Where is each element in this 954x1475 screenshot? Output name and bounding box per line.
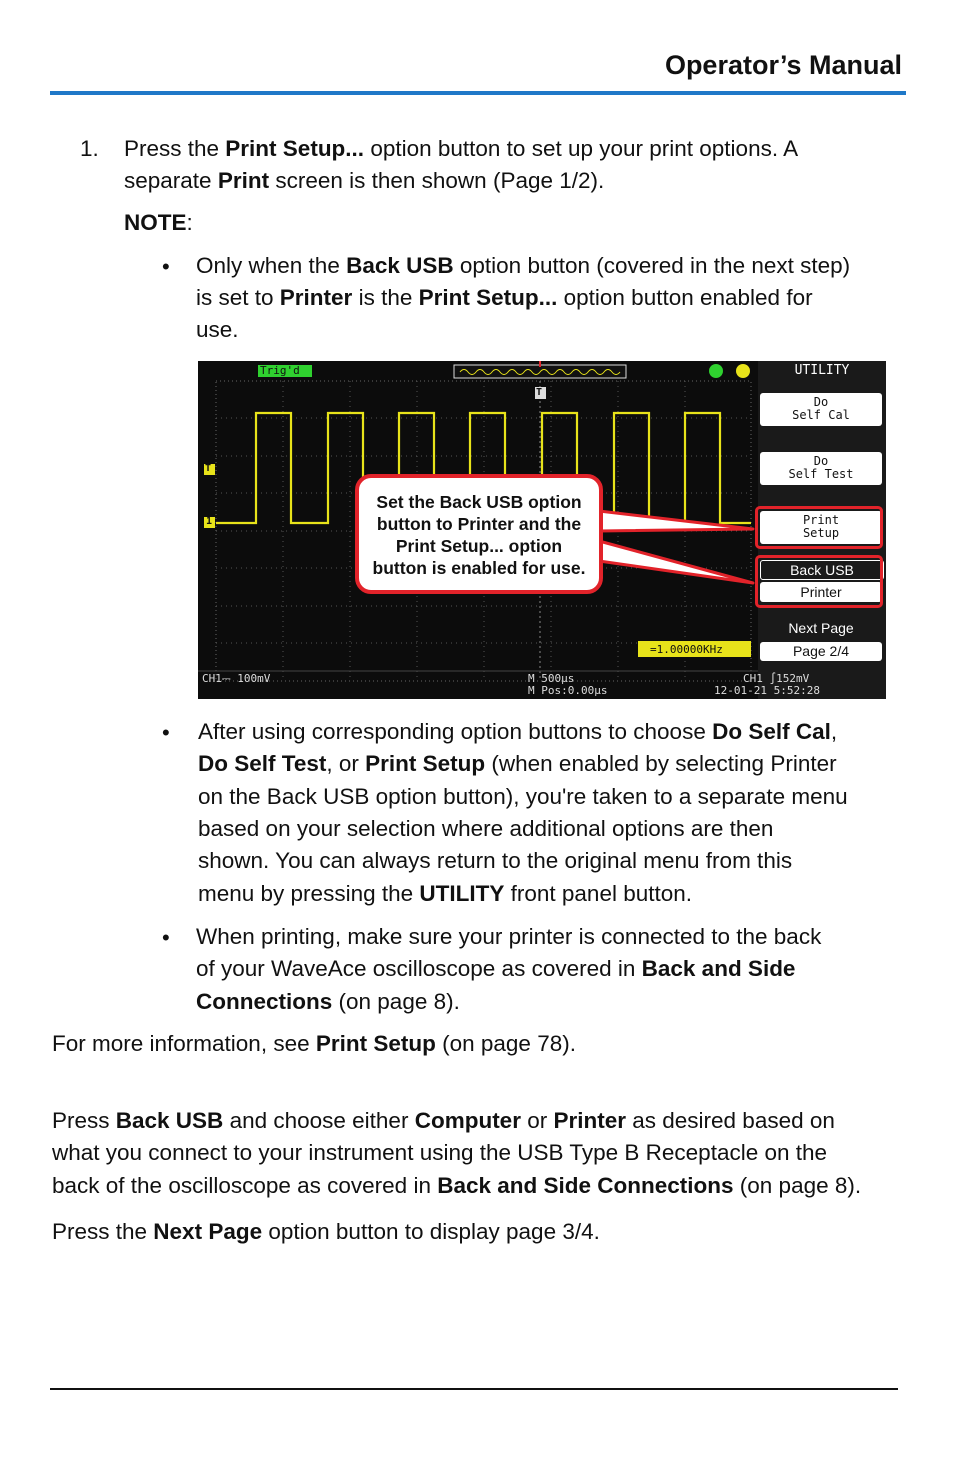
print-setup-highlight xyxy=(755,506,883,549)
step-line-1: Press the Print Setup... option button to set up your print options. A xyxy=(124,136,799,161)
back-usb-button[interactable]: Printer xyxy=(760,582,882,602)
settings-icon xyxy=(736,364,750,378)
bullet-b-line-4: based on your selection where additional options are then xyxy=(198,816,774,841)
bullet-c-line-1: When printing, make sure your printer is connected to the back xyxy=(196,924,822,949)
bullet-c-line-2: of your WaveAce oscilloscope as covered in Back and Side xyxy=(196,956,796,981)
step-line-2: separate Print screen is then shown (Page 1/2). xyxy=(124,168,605,193)
next-page-button[interactable]: Page 2/4 xyxy=(760,642,882,661)
frequency-readout: =1.00000KHz xyxy=(650,643,723,656)
usb-para-line-1: Press Back USB and choose either Computer or Printer as desired based on xyxy=(52,1108,835,1133)
footer-rule xyxy=(50,1388,898,1390)
step-number: 1. xyxy=(80,136,99,161)
callout-pointer-lower xyxy=(599,541,753,583)
bullet-b-line-6: menu by pressing the UTILITY front panel button. xyxy=(198,881,693,906)
usb-para-line-2: what you connect to your instrument using the USB Type B Receptacle on the xyxy=(52,1140,828,1165)
back-usb-label: Back USB xyxy=(760,560,884,580)
oscilloscope-screenshot xyxy=(198,361,886,699)
usb-para-line-3: back of the oscilloscope as covered in Back and Side Connections (on page 8). xyxy=(52,1173,862,1198)
bullet-b-line-1: After using corresponding option buttons to choose Do Self Cal, xyxy=(198,719,838,744)
next-page-label: Next Page xyxy=(760,619,882,637)
m-pos: M Pos:0.00μs xyxy=(528,684,608,697)
usb-icon xyxy=(709,364,723,378)
datetime: 12-01-21 5:52:28 xyxy=(714,684,820,697)
more-info: For more information, see Print Setup (on page 78). xyxy=(52,1031,576,1056)
timebase: M 500μs xyxy=(528,672,575,685)
header-rule xyxy=(50,91,906,95)
bullet-dot: • xyxy=(162,254,170,279)
do-self-test-button[interactable]: Do Self Test xyxy=(760,452,882,485)
callout-box: Set the Back USB option button to Printer and the Print Setup... option button is enabled for use. xyxy=(355,474,603,594)
bullet-a-line-2: is set to Printer is the Print Setup... option button enabled for xyxy=(196,285,813,310)
bullet-b-line-5: shown. You can always return to the original menu from this xyxy=(198,848,793,873)
menu-title: UTILITY xyxy=(794,363,850,378)
back-usb-highlight xyxy=(755,555,883,608)
bullet-c-line-3: Connections (on page 8). xyxy=(196,989,460,1014)
ch1-scale: CH1⎓ 100mV xyxy=(202,672,271,685)
marker-1: 1 xyxy=(206,516,213,527)
bullet-a-line-3: use. xyxy=(196,317,239,342)
page-header-title: Operator’s Manual xyxy=(664,50,902,80)
next-page-para: Press the Next Page option button to display page 3/4. xyxy=(52,1219,600,1244)
bullet-b-line-3: on the Back USB option button), you're taken to a separate menu xyxy=(198,784,848,809)
trigger-marker: T xyxy=(536,387,543,398)
print-setup-button[interactable]: Print Setup xyxy=(760,511,882,544)
bullet-dot: • xyxy=(162,925,170,950)
trigger-level: CH1 ∫152mV xyxy=(743,672,810,685)
trig-status: Trig'd xyxy=(260,364,300,377)
bullet-dot: • xyxy=(162,720,170,745)
callout-pointer-upper xyxy=(599,511,753,531)
do-self-cal-button[interactable]: Do Self Cal xyxy=(760,393,882,426)
bullet-a-line-1: Only when the Back USB option button (covered in the next step) xyxy=(196,253,851,278)
bullet-b-line-2: Do Self Test, or Print Setup (when enabled by selecting Printer xyxy=(198,751,837,776)
marker-t: T xyxy=(205,463,212,474)
note-label: NOTE: xyxy=(124,210,193,235)
